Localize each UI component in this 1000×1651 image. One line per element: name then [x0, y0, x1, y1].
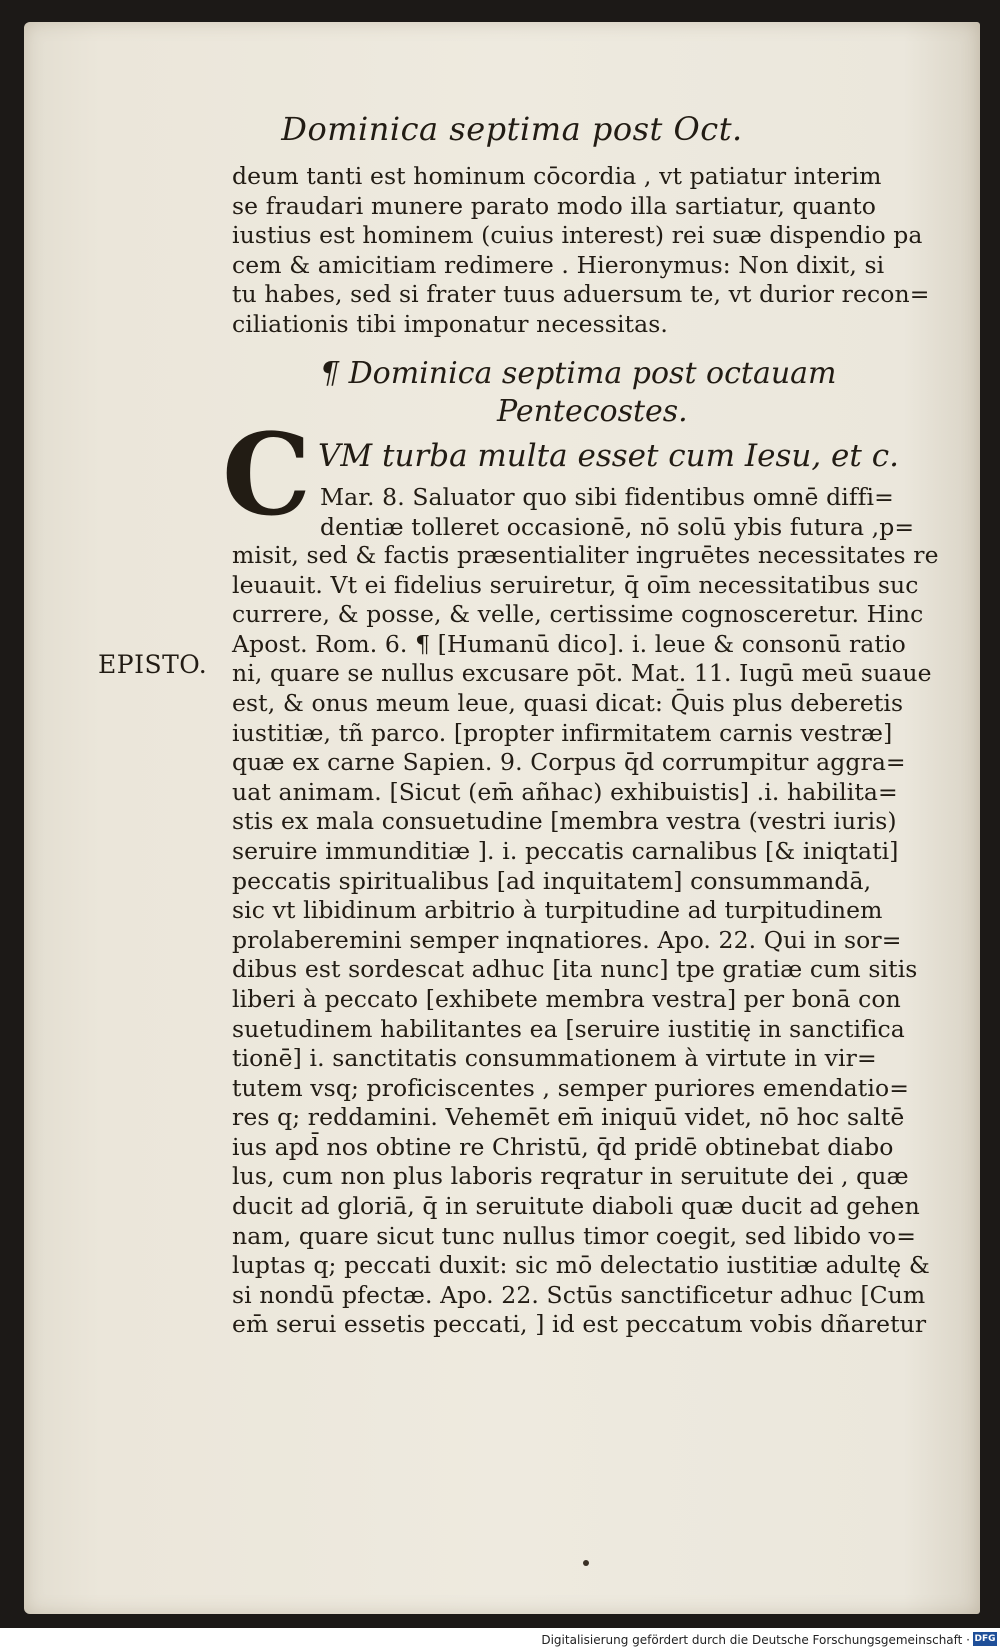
- text-line: ius apd̄ nos obtine re Christū, q̄d pridē obtinebat diabo: [232, 1132, 894, 1161]
- footer-credit: Digitalisierung gefördert durch die Deutsche Forschungsgemeinschaft ·: [541, 1633, 970, 1647]
- text-line: deum tanti est hominum cōcordia , vt patiatur interim: [232, 162, 882, 190]
- text-line: stis ex mala consuetudine [membra vestra (vestri iuris): [232, 807, 897, 836]
- text-line: tionē] i. sanctitatis consummationem à virtute in vir=: [232, 1044, 877, 1073]
- text-line: tu habes, sed si frater tuus aduersum te, vt durior recon=: [232, 280, 930, 309]
- text-line: leuauit. Vt ei fidelius seruiretur, q̄ oīm necessitatibus suc: [232, 570, 919, 599]
- text-line: liberi à peccato [exhibete membra vestra] per bonā con: [232, 984, 901, 1013]
- section-heading-line-1: ¶ Dominica septima post octauam: [320, 356, 837, 391]
- dfg-logo-icon: DFG: [974, 1634, 996, 1644]
- section-heading-line-2: Pentecostes.: [497, 394, 688, 429]
- text-line: dibus est sordescat adhuc [ita nunc] tpe gratiæ cum sitis: [232, 955, 918, 984]
- text-line: iustitiæ, tñ parco. [propter infirmitatem carnis vestræ]: [232, 718, 893, 747]
- text-line: cem & amicitiam redimere . Hieronymus: Non dixit, si: [232, 250, 885, 279]
- text-line: quæ ex carne Sapien. 9. Corpus q̄d corrumpitur aggra=: [232, 748, 906, 777]
- text-line: em̄ serui essetis peccati, ] id est peccatum vobis dñaretur: [232, 1310, 927, 1339]
- text-line: suetudinem habilitantes ea [seruire iustitię in sanctifica: [232, 1014, 905, 1043]
- text-line: res q; reddamini. Vehemēt em̄ iniquū videt, nō hoc saltē: [232, 1103, 905, 1132]
- intro-paragraph: [232, 162, 930, 340]
- text-line: peccatis spiritualibus [ad inquitatem] consummandā,: [232, 866, 872, 895]
- text-line: ni, quare se nullus excusare pōt. Mat. 11. Iugū meū suaue: [232, 659, 932, 688]
- text-line: ducit ad gloriā, q̄ in seruitute diaboli quæ ducit ad gehen: [232, 1192, 920, 1221]
- text-line: Mar. 8. Saluator quo sibi fidentibus omnē diffi=: [320, 483, 894, 511]
- margin-note: EPISTO.: [98, 650, 208, 679]
- text-line: currere, & posse, & velle, certissime cognosceretur. Hinc: [232, 600, 924, 629]
- text-line: Apost. Rom. 6. ¶ [Humanū dico]. i. leue & consonū ratio: [232, 629, 906, 658]
- main-text-beside-initial: [320, 483, 920, 542]
- text-line: iustius est hominem (cuius interest) rei suæ dispendio pa: [232, 221, 923, 250]
- text-line: uat animam. [Sicut (em̄ añhac) exhibuistis] .i. habilita=: [232, 777, 898, 806]
- ink-spot: [583, 1560, 589, 1566]
- text-line: sic vt libidinum arbitrio à turpitudine ad turpitudinem: [232, 896, 883, 925]
- gospel-incipit: VM turba multa esset cum Iesu, et c.: [318, 438, 899, 474]
- text-line: se fraudari munere parato modo illa sartiatur, quanto: [232, 191, 876, 220]
- text-line: si nondū pfectæ. Apo. 22. Sctūs sanctificetur adhuc [Cum: [232, 1280, 926, 1309]
- text-line: ciliationis tibi imponatur necessitas.: [232, 309, 668, 338]
- text-line: lus, cum non plus laboris reqratur in seruitute dei , quæ: [232, 1162, 909, 1191]
- text-line: prolaberemini semper inqnatiores. Apo. 22. Qui in sor=: [232, 925, 902, 954]
- drop-cap-initial: C: [222, 410, 312, 541]
- main-text: [232, 541, 939, 1340]
- text-line: tutem vsq; proficiscentes , semper puriores emendatio=: [232, 1073, 909, 1102]
- text-line: est, & onus meum leue, quasi dicat: Q̄uis plus deberetis: [232, 688, 904, 717]
- running-head: Dominica septima post Oct.: [281, 110, 743, 148]
- text-line: nam, quare sicut tunc nullus timor coegit, sed libido vo=: [232, 1221, 917, 1250]
- text-line: dentiæ tolleret occasionē, nō solū ybis futura ,p=: [320, 512, 915, 541]
- text-line: seruire immunditiæ ]. i. peccatis carnalibus [& iniqtati]: [232, 836, 899, 865]
- text-line: luptas q; peccati duxit: sic mō delectatio iustitiæ adultę &: [232, 1251, 930, 1280]
- text-line: misit, sed & factis præsentialiter ingruētes necessitates re: [232, 541, 939, 569]
